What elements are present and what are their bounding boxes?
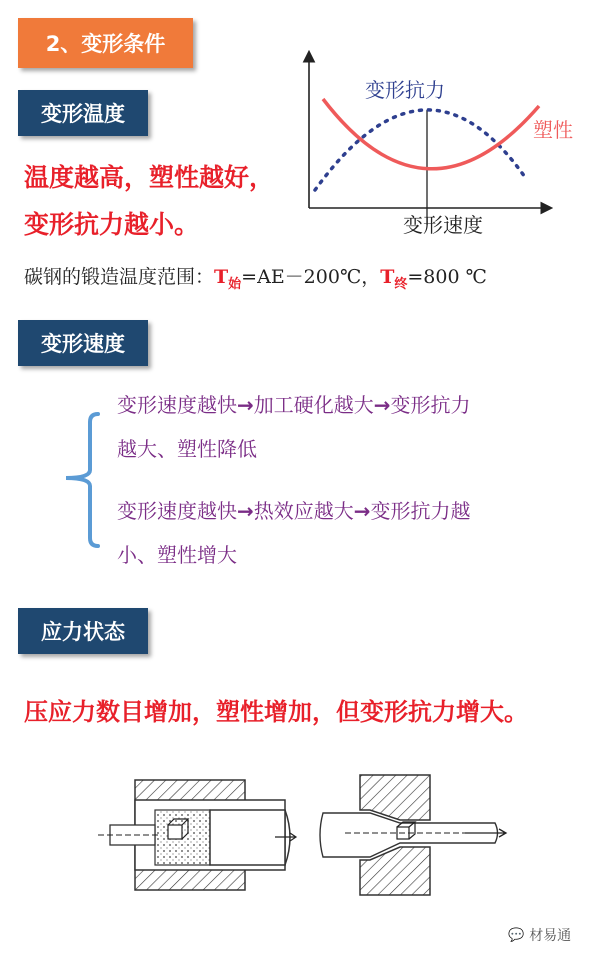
stress-tag: 应力状态 [18,608,148,654]
speed-chart [295,45,590,245]
forging-range-line [24,262,487,292]
t-start-symbol [214,266,242,292]
speed-tag: 变形速度 [18,320,148,366]
speed-item1-line1 [117,384,471,426]
watermark [508,925,571,945]
stress-text: 压应力数目增加，塑性增加，但变形抗力增大。 [24,698,528,726]
extrusion-diagram [90,765,300,905]
arrow-icon: → [373,393,391,417]
section-title: 2、变形条件 [18,18,193,68]
speed-item2-line1 [117,490,471,532]
speed-item2-effect: 热效应越大 [253,499,354,523]
speed-item1-effect: 加工硬化越大 [253,393,374,417]
temperature-line2: 变形抗力越小。 [24,210,200,239]
speed-item1-line2: 越大、塑性降低 [117,437,257,461]
t-start-subscript: 始 [228,276,242,292]
t-start-letter: T [214,266,229,288]
x-axis-label: 变形速度 [403,213,483,237]
speed-item1-cause: 变形速度越快 [117,393,237,417]
resistance-label: 变形抗力 [365,78,445,102]
arrow-icon: → [353,499,371,523]
plasticity-label: 塑性 [533,118,573,142]
wechat-icon: 💬 [508,927,525,943]
forging-range-label: 碳钢的锻造温度范围： [24,266,215,288]
resistance-curve [315,110,527,190]
temperature-tag: 变形温度 [18,90,148,136]
watermark-text: 材易通 [529,928,572,944]
drawing-diagram [315,765,525,905]
speed-item2-cause: 变形速度越快 [117,499,237,523]
t-start-value: =AE－200℃， [241,266,381,288]
t-end-letter: T [380,266,395,288]
speed-item2-result: 变形抗力越 [370,499,471,523]
speed-item2-line2: 小、塑性增大 [117,543,237,567]
speed-item1-result: 变形抗力 [390,393,471,417]
brace-icon [60,410,105,550]
arrow-icon: → [237,393,254,417]
t-end-symbol [380,266,408,292]
temperature-line1: 温度越高，塑性越好， [24,163,275,192]
t-end-subscript: 终 [394,276,408,292]
t-end-value: =800 ℃ [407,266,487,288]
arrow-icon: → [237,499,254,523]
